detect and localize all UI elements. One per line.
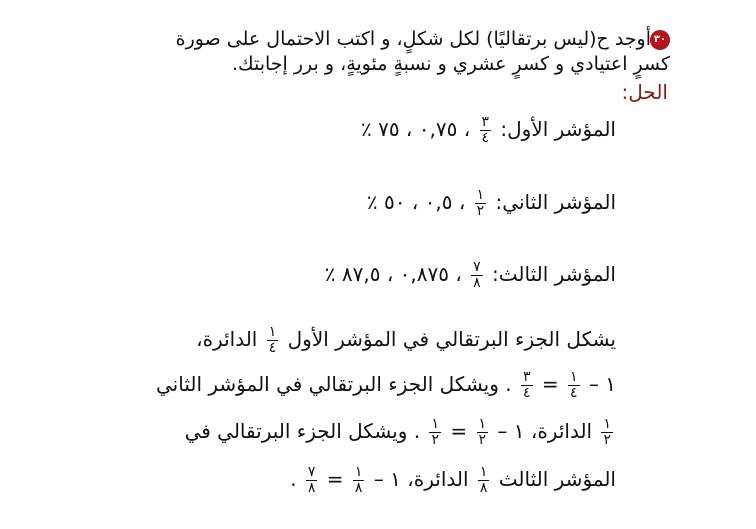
fraction-denominator: ٤: [522, 385, 531, 401]
fraction: [353, 465, 365, 496]
spinner-3-label: المؤشر الثالث:: [492, 262, 616, 286]
fraction-numerator: ١: [431, 416, 440, 432]
fraction-denominator: ٨: [354, 480, 363, 496]
fraction-numerator: ١: [478, 416, 487, 432]
question-line-1: أوجد ح(ليس برتقاليًا) لكل شكلٍ، و اكتب الاحتمال على صورة: [175, 28, 651, 50]
fraction-numerator: ١: [570, 369, 578, 385]
fraction-numerator: ١: [603, 416, 611, 432]
spinner-2-label: المؤشر الثاني:: [495, 190, 616, 214]
fraction: [267, 325, 279, 356]
fraction-denominator: ٨: [307, 480, 316, 496]
spinner-3-values: ، ٠,٨٧٥ ، ٨٧,٥ ٪: [324, 262, 462, 286]
spinner-3-line: [325, 260, 616, 291]
spinner-3-fraction: [471, 260, 483, 291]
explanation-line-2: [156, 370, 616, 401]
fraction-numerator: ٣: [481, 114, 490, 130]
equals-sign: =: [450, 419, 468, 443]
spinner-2-fraction: [475, 188, 487, 219]
fraction: [306, 465, 318, 496]
fraction-denominator: ٢: [478, 432, 487, 448]
spinner-2-line: [367, 188, 616, 219]
fraction: [429, 417, 441, 448]
spinner-1-label: المؤشر الأول:: [500, 117, 616, 141]
fraction: [601, 417, 613, 448]
question-number-badge: ٣٠: [650, 30, 670, 50]
explanation-text: ١ –: [588, 372, 616, 396]
explanation-text: الدائرة، ١ –: [373, 467, 469, 491]
equals-sign: =: [326, 467, 344, 491]
explanation-line-3: [185, 417, 616, 448]
fraction: [568, 370, 580, 401]
explanation-text: يشكل الجزء البرتقالي في المؤشر الأول: [287, 327, 616, 351]
fraction-denominator: ٢: [476, 203, 485, 219]
fraction-numerator: ١: [354, 464, 363, 480]
fraction-denominator: ٢: [603, 432, 611, 448]
fraction-numerator: ١: [268, 324, 277, 340]
explanation-text: المؤشر الثالث: [498, 467, 616, 491]
fraction: [477, 417, 489, 448]
explanation-line-1: [196, 325, 616, 356]
solution-label: الحل:: [621, 80, 668, 104]
fraction-denominator: ٤: [268, 340, 277, 356]
explanation-text: . ويشكل الجزء البرتقالي في: [184, 419, 421, 443]
fraction-numerator: ٧: [307, 464, 316, 480]
spinner-1-values: ، ٠,٧٥ ، ٧٥ ٪: [360, 117, 471, 141]
explanation-text: الدائرة، ١ –: [497, 419, 593, 443]
fraction-denominator: ٤: [481, 130, 490, 146]
fraction-denominator: ٤: [570, 385, 578, 401]
spinner-2-values: ، ٠,٥ ، ٥٠ ٪: [366, 190, 466, 214]
fraction-numerator: ٣: [522, 369, 531, 385]
spinner-1-line: [361, 115, 616, 146]
explanation-line-4: [290, 465, 616, 496]
spinner-1-fraction: [480, 115, 492, 146]
equals-sign: =: [541, 372, 559, 396]
fraction: [521, 370, 533, 401]
explanation-text: . ويشكل الجزء البرتقالي في المؤشر الثاني: [156, 372, 512, 396]
fraction-denominator: ٨: [479, 480, 488, 496]
explanation-text: .: [290, 467, 297, 491]
fraction-denominator: ٨: [473, 275, 481, 291]
fraction: [478, 465, 490, 496]
explanation-text: الدائرة،: [196, 327, 258, 351]
question-line-2: كسرٍ اعتيادي و كسرٍ عشري و نسبةٍ مئويةٍ، و برر إجابتك.: [231, 53, 670, 75]
fraction-numerator: ١: [479, 464, 488, 480]
fraction-numerator: ١: [476, 187, 485, 203]
fraction-numerator: ٧: [473, 259, 481, 275]
fraction-denominator: ٢: [431, 432, 440, 448]
